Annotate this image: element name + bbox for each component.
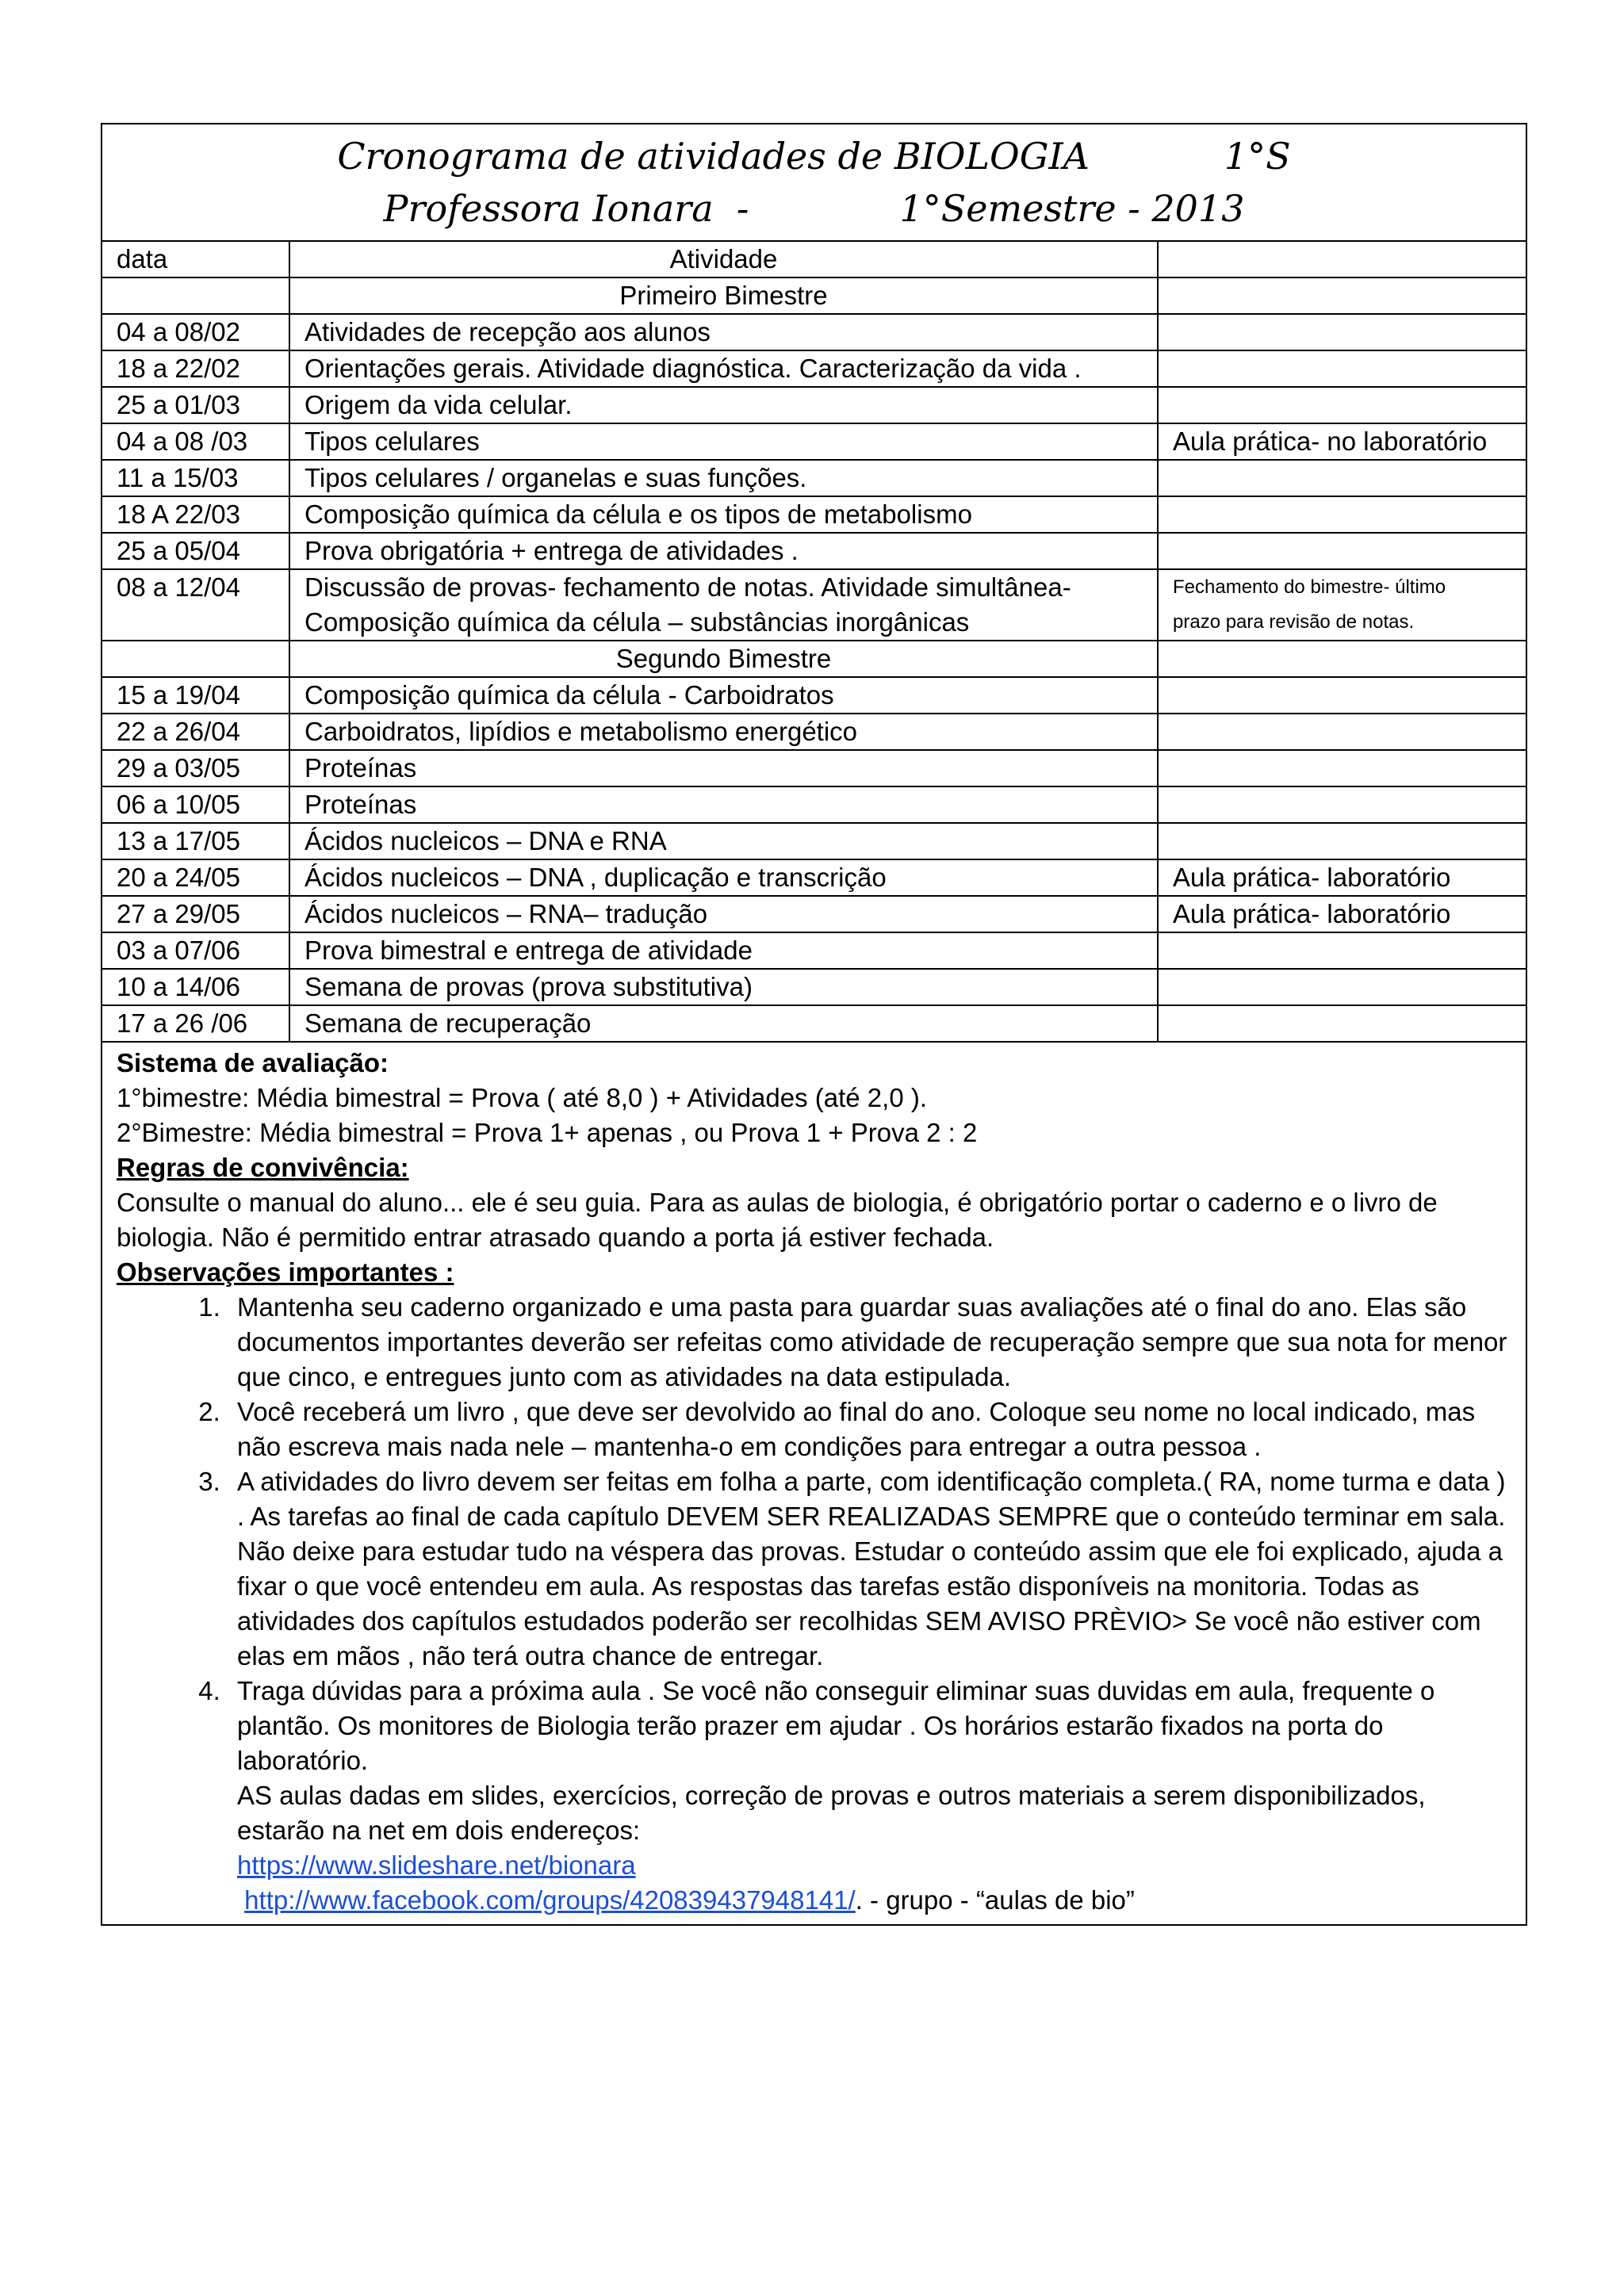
rules-title: Regras de convivência: — [117, 1153, 409, 1182]
row-activity: Ácidos nucleicos – RNA– tradução — [289, 896, 1158, 932]
table-row — [102, 460, 1526, 496]
slideshare-link[interactable]: https://www.slideshare.net/bionara — [237, 1850, 636, 1880]
row-date: 29 a 03/05 — [102, 750, 289, 786]
table-row — [102, 677, 1526, 714]
row-note — [1158, 677, 1526, 714]
row-date: 10 a 14/06 — [102, 969, 289, 1005]
table-row — [102, 823, 1526, 859]
table-row — [102, 786, 1526, 823]
row-activity: Tipos celulares — [289, 423, 1158, 460]
row-date: 22 a 26/04 — [102, 714, 289, 750]
row-note — [1158, 387, 1526, 423]
table-row — [102, 969, 1526, 1005]
bimester1-rows — [102, 314, 1526, 569]
row-note — [1158, 932, 1526, 969]
row-note — [1158, 350, 1526, 387]
schedule-table — [101, 123, 1527, 1926]
row-activity: Ácidos nucleicos – DNA , duplicação e transcrição — [289, 859, 1158, 896]
footer-cell — [102, 1042, 1526, 1925]
row-activity: Proteínas — [289, 750, 1158, 786]
row-note: Aula prática- laboratório — [1158, 896, 1526, 932]
evaluation-title: Sistema de avaliação: — [117, 1048, 389, 1077]
row-note — [1158, 786, 1526, 823]
table-row — [102, 896, 1526, 932]
list-item: 4. Traga dúvidas para a próxima aula . Se você não conseguir eliminar suas duvidas em aula, frequente o plantão. Os monitores de Biologia terão prazer em ajudar . Os horários estarão fixados na porta do laboratório. — [228, 1674, 1511, 1778]
slides-text: AS aulas dadas em slides, exercícios, correção de provas e outros materiais a serem disponibilizados, estarão na net em dois endereços: — [237, 1781, 1426, 1845]
row-activity: Tipos celulares / organelas e suas funções. — [289, 460, 1158, 496]
row-date: 08 a 12/04 — [102, 569, 289, 641]
row-note — [1158, 750, 1526, 786]
bimester-row — [102, 277, 1526, 314]
table-row — [102, 314, 1526, 350]
row-note — [1158, 496, 1526, 533]
row-activity: Prova obrigatória + entrega de atividades . — [289, 533, 1158, 569]
observations-title: Observações importantes : — [117, 1257, 454, 1287]
row-activity: Atividades de recepção aos alunos — [289, 314, 1158, 350]
table-row — [102, 569, 1526, 641]
col-note-header — [1158, 241, 1526, 277]
col-activity-header: Atividade — [289, 241, 1158, 277]
table-row — [102, 350, 1526, 387]
table-row — [102, 750, 1526, 786]
table-row — [102, 932, 1526, 969]
row-date: 06 a 10/05 — [102, 786, 289, 823]
evaluation-line: 1°bimestre: Média bimestral = Prova ( até 8,0 ) + Atividades (até 2,0 ). — [117, 1083, 928, 1112]
facebook-link[interactable]: http://www.facebook.com/groups/420839437948141/ — [244, 1885, 856, 1915]
row-note: Aula prática- laboratório — [1158, 859, 1526, 896]
row-date: 25 a 05/04 — [102, 533, 289, 569]
row-date: 11 a 15/03 — [102, 460, 289, 496]
rules-text: Consulte o manual do aluno... ele é seu guia. Para as aulas de biologia, é obrigatório portar o caderno e o livro de biologia. Não é permitido entrar atrasado quando a porta já estiver fechada. — [117, 1188, 1438, 1252]
row-note — [1158, 714, 1526, 750]
row-date: 27 a 29/05 — [102, 896, 289, 932]
list-item: 3. A atividades do livro devem ser feitas em folha a parte, com identificação completa.( RA, nome turma e data ) . As tarefas ao final de cada capítulo DEVEM SER REALIZADAS SEMPRE que o conteúdo terminar em sala. Não deixe para estudar tudo na véspera das provas. Estudar o conteúdo assim que ele foi explicado, ajuda a fixar o que você entendeu em aula. As respostas das tarefas estão disponíveis na monitoria. Todas as atividades dos capítulos estudados poderão ser recolhidas SEM AVISO PRÈVIO> Se você não estiver com elas em mãos , não terá outra chance de entregar. — [228, 1464, 1511, 1674]
table-row — [102, 496, 1526, 533]
row-activity: Composição química da célula e os tipos de metabolismo — [289, 496, 1158, 533]
bimester-row — [102, 641, 1526, 677]
list-item: 2. Você receberá um livro , que deve ser devolvido ao final do ano. Coloque seu nome no local indicado, mas não escreva mais nada nele – mantenha-o em condições para entregar a outra pessoa . — [228, 1395, 1511, 1464]
row-activity: Proteínas — [289, 786, 1158, 823]
bimester-title: Primeiro Bimestre — [289, 277, 1158, 314]
col-date-header: data — [102, 241, 289, 277]
header-cell — [102, 124, 1526, 241]
row-activity: Semana de provas (prova substitutiva) — [289, 969, 1158, 1005]
row-activity: Discussão de provas- fechamento de notas. Atividade simultânea- Composição química da célula – substâncias inorgânicas — [289, 569, 1158, 641]
row-activity: Composição química da célula - Carboidratos — [289, 677, 1158, 714]
class-code: 1°S — [1224, 135, 1291, 178]
row-date: 04 a 08 /03 — [102, 423, 289, 460]
table-row — [102, 533, 1526, 569]
row-date: 25 a 01/03 — [102, 387, 289, 423]
row-date: 17 a 26 /06 — [102, 1005, 289, 1042]
row-note — [1158, 969, 1526, 1005]
row-date: 15 a 19/04 — [102, 677, 289, 714]
evaluation-line: 2°Bimestre: Média bimestral = Prova 1+ apenas , ou Prova 1 + Prova 2 : 2 — [117, 1118, 978, 1147]
bimester2-rows — [102, 677, 1526, 1042]
row-activity: Carboidratos, lipídios e metabolismo energético — [289, 714, 1158, 750]
row-note — [1158, 460, 1526, 496]
list-item: 1. Mantenha seu caderno organizado e uma pasta para guardar suas avaliações até o final do ano. Elas são documentos importantes deverão ser refeitas como atividade de recuperação sempre que sua nota for menor que cinco, e entregues junto com as atividades na data estipulada. — [228, 1290, 1511, 1395]
column-header-row — [102, 241, 1526, 277]
row-activity: Prova bimestral e entrega de atividade — [289, 932, 1158, 969]
row-note: Aula prática- no laboratório — [1158, 423, 1526, 460]
row-note — [1158, 823, 1526, 859]
document-page — [101, 123, 1526, 1926]
table-row — [102, 859, 1526, 896]
row-note: Fechamento do bimestre- último prazo para revisão de notas. — [1158, 569, 1526, 641]
link-suffix: . - grupo - “aulas de bio” — [855, 1885, 1135, 1915]
bimester-title: Segundo Bimestre — [289, 641, 1158, 677]
semester-label: 1°Semestre - 2013 — [899, 187, 1245, 230]
row-note — [1158, 314, 1526, 350]
table-row — [102, 714, 1526, 750]
row-date: 03 a 07/06 — [102, 932, 289, 969]
row-date: 20 a 24/05 — [102, 859, 289, 896]
table-row — [102, 423, 1526, 460]
document-title: Cronograma de atividades de BIOLOGIA — [337, 135, 1090, 178]
observations-list — [117, 1290, 1511, 1778]
row-date: 18 A 22/03 — [102, 496, 289, 533]
row-note — [1158, 533, 1526, 569]
row-date: 13 a 17/05 — [102, 823, 289, 859]
row-activity: Origem da vida celular. — [289, 387, 1158, 423]
row-note — [1158, 1005, 1526, 1042]
row-date: 04 a 08/02 — [102, 314, 289, 350]
teacher-name: Professora Ionara - — [383, 187, 749, 230]
row-activity: Ácidos nucleicos – DNA e RNA — [289, 823, 1158, 859]
table-row — [102, 1005, 1526, 1042]
row-date: 18 a 22/02 — [102, 350, 289, 387]
row-activity: Semana de recuperação — [289, 1005, 1158, 1042]
row-activity: Orientações gerais. Atividade diagnóstica. Caracterização da vida . — [289, 350, 1158, 387]
table-row — [102, 387, 1526, 423]
